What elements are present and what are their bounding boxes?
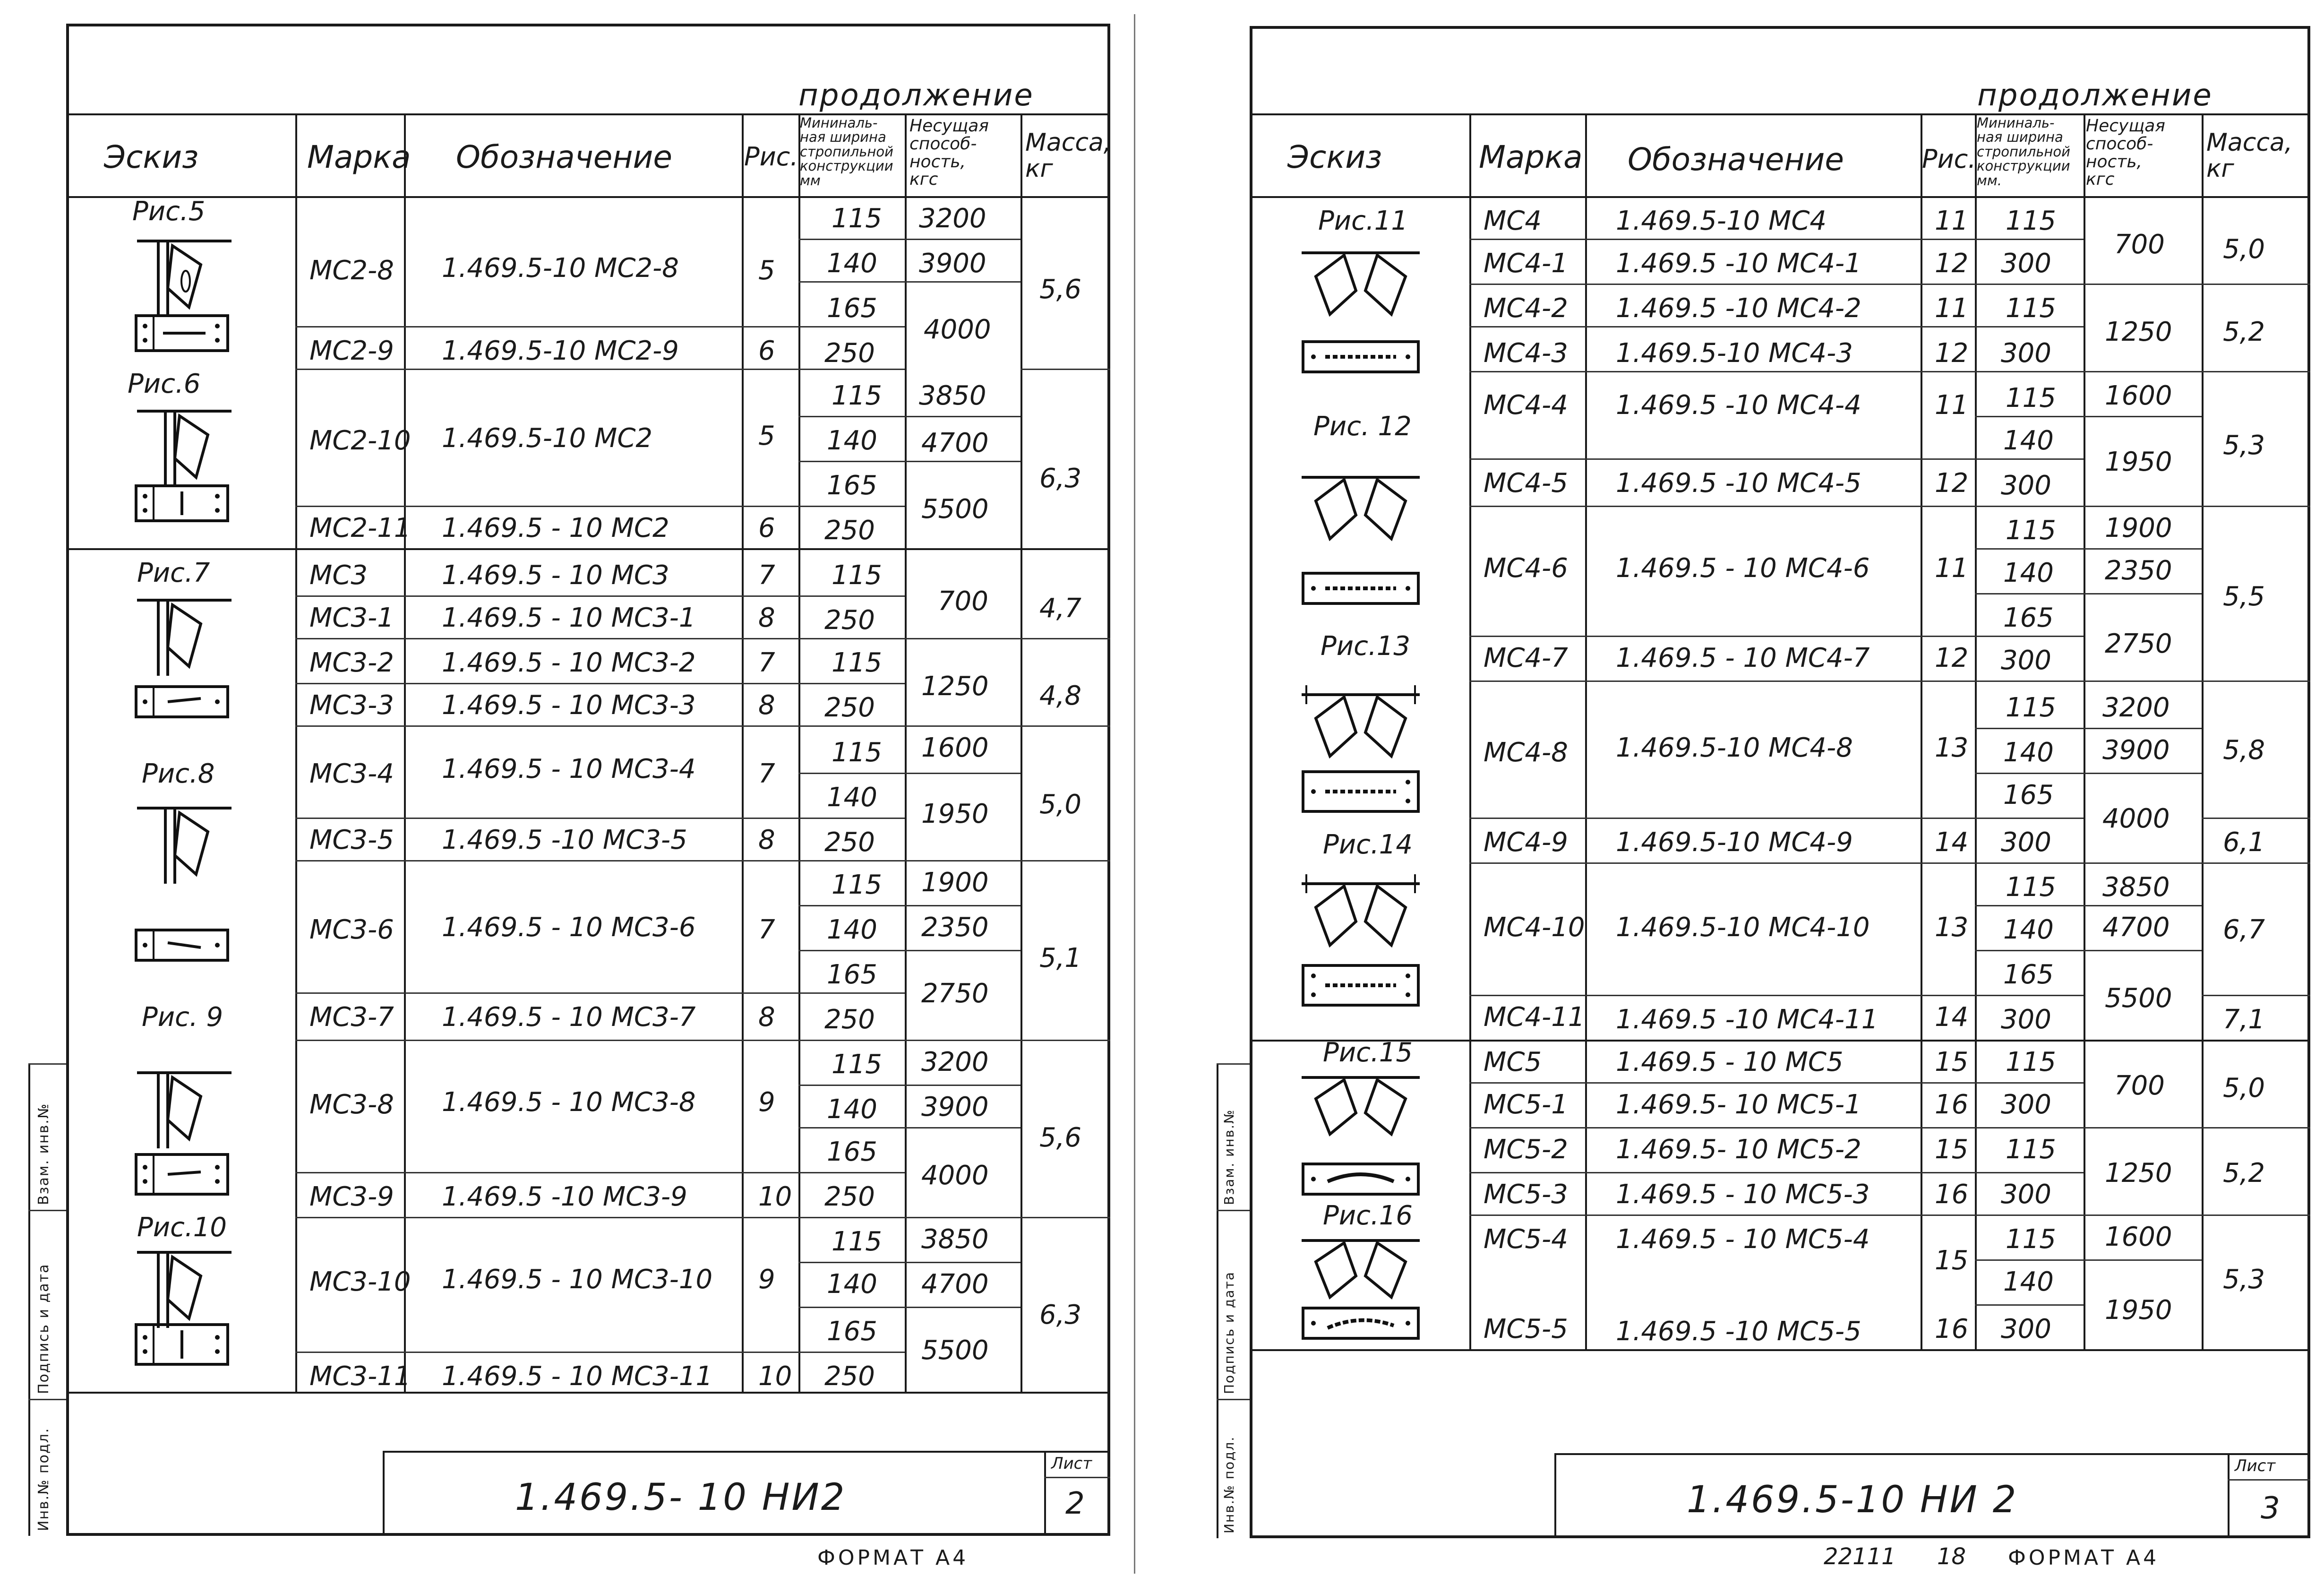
cell-fig: 11 <box>1935 390 1969 421</box>
sheet-number: 2 <box>1065 1486 1085 1521</box>
cell-width: 140 <box>827 1269 877 1300</box>
cell-capacity: 1900 <box>921 867 989 898</box>
cell-designation: 1.469.5 - 10 МС3-2 <box>442 647 696 678</box>
cell-mass: 5,0 <box>2223 234 2265 265</box>
cell-mass: 5,6 <box>1039 1122 1082 1153</box>
cell-capacity: 3850 <box>921 1224 989 1255</box>
cell-mass: 5,3 <box>2223 1264 2265 1295</box>
plate-sketch-icon <box>1302 770 1420 813</box>
cell-width: 300 <box>2001 248 2051 279</box>
cell-capacity: 1250 <box>921 671 989 702</box>
cell-fig: 11 <box>1935 206 1969 236</box>
cell-width: 165 <box>2003 780 2054 810</box>
plate-sketch-icon <box>135 314 229 352</box>
cell-width: 165 <box>827 959 877 990</box>
bracket-sketch-icon <box>137 406 232 491</box>
cell-width: 115 <box>832 380 882 411</box>
cell-fig: 16 <box>1935 1179 1969 1210</box>
cell-mass: 5,5 <box>2223 581 2265 612</box>
cell-capacity: 700 <box>2114 1070 2165 1101</box>
plate-sketch-icon <box>1302 340 1420 373</box>
right-sheet <box>1181 0 2324 1585</box>
cell-width: 250 <box>824 1181 875 1212</box>
cell-capacity: 1600 <box>2105 380 2172 411</box>
cell-fig: 14 <box>1935 827 1969 858</box>
cell-designation: 1.469.5 - 10 МС4-6 <box>1616 553 1870 584</box>
fig-label: Рис.11 <box>1318 206 1408 236</box>
cell-width: 300 <box>2001 470 2051 501</box>
cell-fig: 5 <box>758 421 775 451</box>
cell-mass: 5,2 <box>2223 317 2265 347</box>
cell-capacity: 3850 <box>919 380 986 411</box>
cell-width: 300 <box>2001 338 2051 369</box>
cell-mark: МС5-3 <box>1484 1179 1568 1210</box>
bracket-sketch-icon <box>137 1068 232 1153</box>
cell-fig: 14 <box>1935 1002 1969 1033</box>
cell-mark: МС3-8 <box>309 1089 394 1120</box>
cell-width: 250 <box>824 338 875 369</box>
cell-width: 300 <box>2001 827 2051 858</box>
cell-width: 140 <box>2003 914 2054 945</box>
cell-capacity: 5500 <box>2105 983 2172 1014</box>
bracket-sketch-icon <box>137 1248 232 1333</box>
cell-designation: 1.469.5 - 10 МС2 <box>442 513 669 543</box>
cell-capacity: 1950 <box>2105 447 2172 477</box>
cell-capacity: 1950 <box>921 799 989 829</box>
header-mark: Марка <box>307 139 411 175</box>
header-designation: Обозначение <box>1628 141 1844 178</box>
fig-label: Рис.6 <box>128 369 201 399</box>
header-capacity: Несущая способ- ность, кгс <box>909 116 989 190</box>
footer-code: 22111 <box>1824 1543 1896 1570</box>
cell-width: 250 <box>824 605 875 636</box>
plate-sketch-icon <box>1302 1163 1420 1196</box>
cell-designation: 1.469.5 - 10 МС5-3 <box>1616 1179 1870 1210</box>
cell-mark: МС3-3 <box>309 690 394 721</box>
stamp-inv-vzam: Взам. инв.№ <box>35 1103 52 1205</box>
cell-capacity: 4700 <box>921 1269 989 1300</box>
cell-mass: 6,3 <box>1039 1300 1082 1330</box>
cell-designation: 1.469.5 - 10 МС5 <box>1616 1047 1844 1077</box>
cell-width: 115 <box>832 203 882 234</box>
cell-designation: 1.469.5 - 10 МС4-7 <box>1616 643 1870 673</box>
cell-capacity: 3900 <box>919 248 986 279</box>
cell-capacity: 1900 <box>2105 513 2172 543</box>
cell-designation: 1.469.5 -10 МС4-4 <box>1616 390 1861 421</box>
cell-width: 115 <box>2006 692 2056 723</box>
cell-fig: 9 <box>758 1264 775 1295</box>
plate-sketch-icon <box>135 685 229 718</box>
stamp-inv-podl: Инв.№ подл. <box>35 1427 52 1531</box>
plate-sketch-icon <box>1302 572 1420 605</box>
cell-mark: МС4-3 <box>1484 338 1568 369</box>
cell-width: 115 <box>832 1049 882 1080</box>
cell-fig: 6 <box>758 336 775 366</box>
cell-capacity: 1250 <box>2105 317 2172 347</box>
cell-designation: 1.469.5-10 МС4-10 <box>1616 912 1870 943</box>
cell-mass: 5,1 <box>1039 943 1082 973</box>
cell-capacity: 700 <box>2114 229 2165 260</box>
cell-mark: МС4-11 <box>1484 1002 1585 1033</box>
bracket-sketch-icon <box>137 595 232 681</box>
cell-width: 140 <box>827 425 877 456</box>
cell-width: 115 <box>2006 206 2056 236</box>
cell-capacity: 4700 <box>2102 912 2170 943</box>
stamp-inv-podl: Инв.№ подл. <box>1221 1436 1237 1533</box>
header-fig: Рис. <box>1922 144 1976 174</box>
header-mass: Масса, кг <box>1025 129 1112 183</box>
stamp-signature-date: Подпись и дата <box>35 1263 52 1394</box>
cell-width: 250 <box>824 1361 875 1392</box>
cell-mass: 5,8 <box>2223 735 2265 766</box>
cell-fig: 6 <box>758 513 775 543</box>
cell-fig: 7 <box>758 758 775 789</box>
cell-capacity: 2750 <box>2105 629 2172 659</box>
cell-fig: 12 <box>1935 338 1969 369</box>
cell-fig: 7 <box>758 647 775 678</box>
cell-width: 250 <box>824 515 875 546</box>
cell-mass: 5,0 <box>1039 789 1082 820</box>
stamp-inv-vzam: Взам. инв.№ <box>1221 1109 1237 1205</box>
format-label: ФОРМАТ А4 <box>2008 1546 2160 1570</box>
cell-mark: МС4-4 <box>1484 390 1568 421</box>
cell-width: 165 <box>2003 603 2054 633</box>
format-label: ФОРМАТ А4 <box>817 1546 969 1570</box>
plate-sketch-icon <box>1302 964 1420 1007</box>
cell-fig: 9 <box>758 1087 775 1118</box>
cell-mark: МС4-2 <box>1484 293 1568 324</box>
double-bracket-sketch-icon <box>1302 248 1420 319</box>
cell-mass: 5,2 <box>2223 1158 2265 1189</box>
cell-fig: 12 <box>1935 643 1969 673</box>
cell-width: 140 <box>827 248 877 279</box>
cell-width: 300 <box>2001 1089 2051 1120</box>
cell-capacity: 5500 <box>921 494 989 525</box>
cell-mark: МС4-1 <box>1484 248 1568 279</box>
cell-fig: 7 <box>758 560 775 591</box>
cell-designation: 1.469.5 - 10 МС3-3 <box>442 690 696 721</box>
bracket-sketch-icon <box>137 236 232 321</box>
footer-copy: 18 <box>1937 1543 1966 1570</box>
cell-width: 140 <box>2003 558 2054 588</box>
cell-capacity: 2750 <box>921 978 989 1009</box>
cell-mass: 5,6 <box>1039 274 1082 305</box>
cell-fig: 12 <box>1935 248 1969 279</box>
cell-mark: МС4-7 <box>1484 643 1568 673</box>
continuation-label: продолжение <box>1977 78 2213 113</box>
cell-capacity: 1600 <box>921 732 989 763</box>
cell-mark: МС4-6 <box>1484 553 1568 584</box>
cell-designation: 1.469.5 -10 МС4-5 <box>1616 468 1861 499</box>
cell-fig: 10 <box>758 1361 792 1392</box>
cell-mark: МС3 <box>309 560 368 591</box>
cell-designation: 1.469.5 - 10 МС3-6 <box>442 912 696 943</box>
cell-mark: МС4-8 <box>1484 737 1568 768</box>
cell-mass: 5,3 <box>2223 430 2265 461</box>
cell-width: 140 <box>827 914 877 945</box>
cell-width: 115 <box>832 560 882 591</box>
fig-label: Рис. 12 <box>1313 411 1412 442</box>
cell-fig: 8 <box>758 1002 775 1033</box>
cell-width: 115 <box>2006 383 2056 413</box>
document-number: 1.469.5-10 НИ 2 <box>1687 1479 2018 1521</box>
header-sketch: Эскиз <box>104 139 199 175</box>
cell-mark: МС2-11 <box>309 513 411 543</box>
cell-fig: 16 <box>1935 1089 1969 1120</box>
sheet-label: Лист <box>2235 1456 2276 1475</box>
double-bracket-sketch-icon <box>1302 874 1420 945</box>
cell-designation: 1.469.5 - 10 МС5-4 <box>1616 1224 1870 1255</box>
header-capacity: Несущая способ- ность, кгс <box>2086 116 2165 190</box>
cell-width: 115 <box>2006 872 2056 903</box>
cell-fig: 15 <box>1935 1047 1969 1077</box>
cell-fig: 8 <box>758 603 775 633</box>
cell-fig: 11 <box>1935 293 1969 324</box>
cell-fig: 8 <box>758 825 775 855</box>
double-bracket-sketch-icon <box>1302 473 1420 543</box>
cell-width: 115 <box>2006 1047 2056 1077</box>
cell-fig: 12 <box>1935 468 1969 499</box>
cell-width: 140 <box>2003 737 2054 768</box>
double-bracket-sketch-icon <box>1302 685 1420 756</box>
cell-designation: 1.469.5 - 10 МС3-10 <box>442 1264 713 1295</box>
cell-width: 165 <box>827 293 877 324</box>
cell-width: 165 <box>827 1316 877 1347</box>
sheet-number: 3 <box>2261 1491 2280 1526</box>
cell-designation: 1.469.5-10 МС4-3 <box>1616 338 1853 369</box>
cell-capacity: 2350 <box>921 912 989 943</box>
cell-fig: 15 <box>1935 1245 1969 1276</box>
stamp-signature-date: Подпись и дата <box>1221 1271 1237 1394</box>
cell-fig: 10 <box>758 1181 792 1212</box>
cell-mark: МС4-9 <box>1484 827 1568 858</box>
fig-label: Рис.5 <box>132 196 206 227</box>
cell-fig: 16 <box>1935 1314 1969 1344</box>
cell-mark: МС2-9 <box>309 336 394 366</box>
cell-width: 115 <box>832 647 882 678</box>
cell-fig: 5 <box>758 255 775 286</box>
cell-mass: 7,1 <box>2223 1004 2265 1035</box>
cell-width: 140 <box>2003 425 2054 456</box>
header-fig: Рис. <box>744 142 798 172</box>
fig-label: Рис.8 <box>142 758 215 789</box>
cell-mark: МС5-1 <box>1484 1089 1568 1120</box>
cell-designation: 1.469.5 - 10 МС3-7 <box>442 1002 696 1033</box>
header-designation: Обозначение <box>456 139 672 175</box>
cell-designation: 1.469.5- 10 МС5-2 <box>1616 1134 1861 1165</box>
cell-width: 165 <box>827 470 877 501</box>
cell-designation: 1.469.5 -10 МС3-9 <box>442 1181 687 1212</box>
cell-mass: 6,7 <box>2223 914 2265 945</box>
cell-width: 250 <box>824 1004 875 1035</box>
fig-label: Рис.14 <box>1323 829 1413 860</box>
cell-mark: МС3-2 <box>309 647 394 678</box>
cell-designation: 1.469.5-10 МС2-9 <box>442 336 679 366</box>
cell-width: 140 <box>2003 1266 2054 1297</box>
cell-width: 115 <box>832 737 882 768</box>
plate-sketch-icon <box>135 484 229 522</box>
cell-designation: 1.469.5 - 10 МС3 <box>442 560 669 591</box>
page-fold <box>1134 14 1135 1574</box>
cell-mark: МС5 <box>1484 1047 1542 1077</box>
double-bracket-sketch-icon <box>1302 1070 1420 1137</box>
cell-mark: МС3-5 <box>309 825 394 855</box>
cell-width: 250 <box>824 692 875 723</box>
cell-width: 115 <box>2006 1224 2056 1255</box>
cell-capacity: 1600 <box>2105 1222 2172 1252</box>
cell-designation: 1.469.5 -10 МС4-1 <box>1616 248 1861 279</box>
plate-sketch-icon <box>135 1323 229 1366</box>
cell-mark: МС4 <box>1484 206 1542 236</box>
cell-capacity: 4700 <box>921 428 989 458</box>
cell-mass: 5,0 <box>2223 1073 2265 1103</box>
cell-capacity: 700 <box>938 586 988 617</box>
cell-capacity: 4000 <box>2102 803 2170 834</box>
document-number: 1.469.5- 10 НИ2 <box>515 1476 847 1519</box>
cell-mark: МС5-2 <box>1484 1134 1568 1165</box>
cell-capacity: 1950 <box>2105 1295 2172 1326</box>
cell-designation: 1.469.5 - 10 МС3-8 <box>442 1087 696 1118</box>
cell-designation: 1.469.5-10 МС4-8 <box>1616 732 1853 763</box>
cell-capacity: 3200 <box>2102 692 2170 723</box>
cell-designation: 1.469.5 -10 МС5-5 <box>1616 1316 1861 1347</box>
cell-width: 165 <box>2003 959 2054 990</box>
cell-designation: 1.469.5 - 10 МС3-4 <box>442 754 696 784</box>
fig-label: Рис.16 <box>1323 1200 1413 1231</box>
cell-mark: МС3-4 <box>309 758 394 789</box>
cell-designation: 1.469.5 - 10 МС3-1 <box>442 603 696 633</box>
cell-width: 115 <box>2006 293 2056 324</box>
cell-designation: 1.469.5-10 МС4-9 <box>1616 827 1853 858</box>
cell-width: 140 <box>827 782 877 813</box>
cell-mark: МС4-10 <box>1484 912 1585 943</box>
double-bracket-sketch-icon <box>1302 1233 1420 1300</box>
cell-width: 300 <box>2001 1004 2051 1035</box>
cell-mark: МС3-7 <box>309 1002 394 1033</box>
header-mark: Марка <box>1479 139 1583 175</box>
cell-capacity: 5500 <box>921 1335 989 1366</box>
cell-designation: 1.469.5-10 МС2-8 <box>442 253 679 284</box>
cell-mark: МС3-9 <box>309 1181 394 1212</box>
cell-width: 165 <box>827 1137 877 1167</box>
cell-capacity: 3200 <box>919 203 986 234</box>
cell-width: 115 <box>2006 1134 2056 1165</box>
cell-mark: МС3-11 <box>309 1361 411 1392</box>
cell-mark: МС4-5 <box>1484 468 1568 499</box>
cell-designation: 1.469.5-10 МС2 <box>442 423 653 454</box>
fig-label: Рис.10 <box>137 1212 227 1243</box>
cell-mark: МС5-5 <box>1484 1314 1568 1344</box>
cell-mass: 6,3 <box>1039 463 1082 494</box>
cell-mark: МС3-1 <box>309 603 394 633</box>
bracket-sketch-icon <box>137 803 232 888</box>
cell-capacity: 1250 <box>2105 1158 2172 1189</box>
cell-width: 115 <box>2006 515 2056 546</box>
fig-label: Рис.15 <box>1323 1037 1413 1068</box>
cell-capacity: 3200 <box>921 1047 989 1077</box>
cell-capacity: 3850 <box>2102 872 2170 903</box>
cell-capacity: 2350 <box>2105 555 2172 586</box>
cell-width: 115 <box>832 870 882 900</box>
cell-width: 300 <box>2001 1179 2051 1210</box>
fig-label: Рис.13 <box>1321 631 1411 662</box>
cell-width: 115 <box>832 1226 882 1257</box>
cell-mark: МС5-4 <box>1484 1224 1568 1255</box>
cell-mark: МС2-8 <box>309 255 394 286</box>
cell-mark: МС3-6 <box>309 914 394 945</box>
plate-sketch-icon <box>135 1153 229 1196</box>
cell-fig: 15 <box>1935 1134 1969 1165</box>
cell-designation: 1.469.5 -10 МС4-2 <box>1616 293 1861 324</box>
sheet-label: Лист <box>1051 1454 1092 1473</box>
cell-width: 300 <box>2001 645 2051 676</box>
cell-designation: 1.469.5 - 10 МС3-11 <box>442 1361 713 1392</box>
cell-capacity: 4000 <box>924 314 991 345</box>
fig-label: Рис.7 <box>137 558 210 588</box>
cell-mass: 4,7 <box>1039 593 1082 624</box>
cell-designation: 1.469.5 -10 МС3-5 <box>442 825 687 855</box>
header-min-width: Мининаль- ная ширина стропильной конструкции мм <box>800 115 893 189</box>
cell-fig: 13 <box>1935 912 1969 943</box>
continuation-label: продолжение <box>798 78 1034 113</box>
cell-capacity: 4000 <box>921 1160 989 1191</box>
cell-fig: 11 <box>1935 553 1969 584</box>
header-mass: Масса, кг <box>2206 129 2293 183</box>
header-min-width: Мининаль- ная ширина стропильной конструкции мм. <box>1977 115 2070 189</box>
cell-fig: 8 <box>758 690 775 721</box>
cell-width: 300 <box>2001 1314 2051 1344</box>
cell-fig: 13 <box>1935 732 1969 763</box>
cell-width: 250 <box>824 827 875 858</box>
cell-designation: 1.469.5-10 МС4 <box>1616 206 1827 236</box>
cell-mass: 6,1 <box>2223 827 2265 858</box>
cell-width: 140 <box>827 1094 877 1125</box>
cell-designation: 1.469.5 -10 МС4-11 <box>1616 1004 1878 1035</box>
left-sheet <box>0 0 1143 1585</box>
plate-sketch-icon <box>135 929 229 962</box>
cell-capacity: 3900 <box>2102 735 2170 766</box>
header-sketch: Эскиз <box>1287 139 1382 175</box>
cell-designation: 1.469.5- 10 МС5-1 <box>1616 1089 1861 1120</box>
fig-label: Рис. 9 <box>142 1002 223 1033</box>
cell-capacity: 3900 <box>921 1092 989 1122</box>
cell-mass: 4,8 <box>1039 681 1082 711</box>
cell-mark: МС2-10 <box>309 425 411 456</box>
cell-fig: 7 <box>758 914 775 945</box>
cell-mark: МС3-10 <box>309 1266 411 1297</box>
plate-sketch-icon <box>1302 1307 1420 1340</box>
